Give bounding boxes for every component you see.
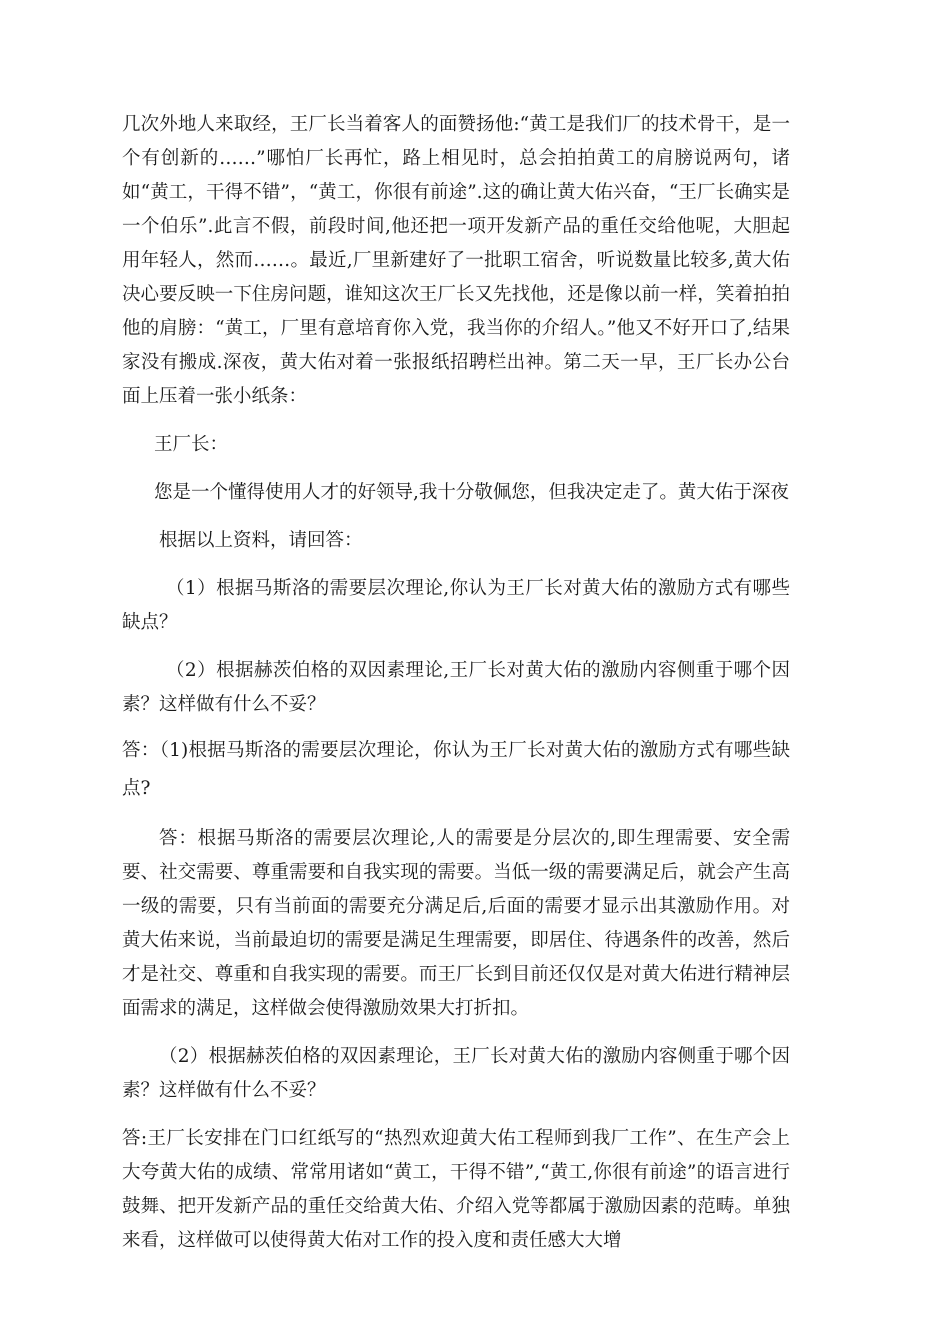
note-body: 您是一个懂得使用人才的好领导,我十分敬佩您，但我决定走了。黄大佑于深夜 — [154, 482, 789, 503]
note-salutation: 王厂长： — [154, 434, 229, 455]
case-narrative-paragraph: 几次外地人来取经，王厂长当着客人的面赞扬他:“黄工是我们厂的技术骨干，是一个有创新的……”哪怕厂长再忙，路上相见时，总会拍拍黄工的肩膀说两句，诸如“黄工，干得不错”，“黄工，你很有前途”.这的确让黄大佑兴奋，“王厂长确实是一个伯乐”.此言不假，前段时间,他还把一项开发新产品的重任交给他呢，大胆起用年轻人，然而……。最近,厂里新建好了一批职工宿舍，听说数量比较多,黄大佑决心要反映一下住房问题，谁知这次王厂长又先找他，还是像以前一样，笑着拍拍他的肩膀：“黄工，厂里有意培育你入党，我当你的介绍人。”他又不好开口了,结果家没有搬成.深夜，黄大佑对着一张报纸招聘栏出神。第二天一早，王厂长办公台面上压着一张小纸条： — [122, 114, 790, 407]
answer-2-body: 答:王厂长安排在门口红纸写的“热烈欢迎黄大佑工程师到我厂工作”、在生产会上大夸黄大佑的成绩、常常用诸如“黄工，干得不错”,“黄工,你很有前途”的语言进行鼓舞、把开发新产品的重任交给黄大佑、介绍入党等都属于激励因素的范畴。单独来看，这样做可以使得黄大佑对工作的投入度和责任感大大增 — [122, 1128, 790, 1251]
document-page — [122, 108, 790, 1258]
answer-2-heading: （2）根据赫茨伯格的双因素理论，王厂长对黄大佑的激励内容侧重于哪个因素？这样做有什么不妥？ — [122, 1046, 790, 1101]
question-1: （1）根据马斯洛的需要层次理论,你认为王厂长对黄大佑的激励方式有哪些缺点？ — [122, 578, 790, 633]
answer-1-heading: 答：（1)根据马斯洛的需要层次理论，你认为王厂长对黄大佑的激励方式有哪些缺点? — [122, 740, 790, 799]
answer-1-body: 答：根据马斯洛的需要层次理论,人的需要是分层次的,即生理需要、安全需要、社交需要、尊重需要和自我实现的需要。当低一级的需要满足后，就会产生高一级的需要，只有当前面的需要充分满足后,后面的需要才显示出其激励作用。对黄大佑来说，当前最迫切的需要是满足生理需要，即居住、待遇条件的改善，然后才是社交、尊重和自我实现的需要。而王厂长到目前还仅仅是对黄大佑进行精神层面需求的满足，这样做会使得激励效果大打折扣。 — [122, 828, 790, 1019]
question-2: （2）根据赫茨伯格的双因素理论,王厂长对黄大佑的激励内容侧重于哪个因素？这样做有什么不妥？ — [122, 660, 790, 715]
question-prompt: 根据以上资料，请回答： — [159, 530, 363, 551]
